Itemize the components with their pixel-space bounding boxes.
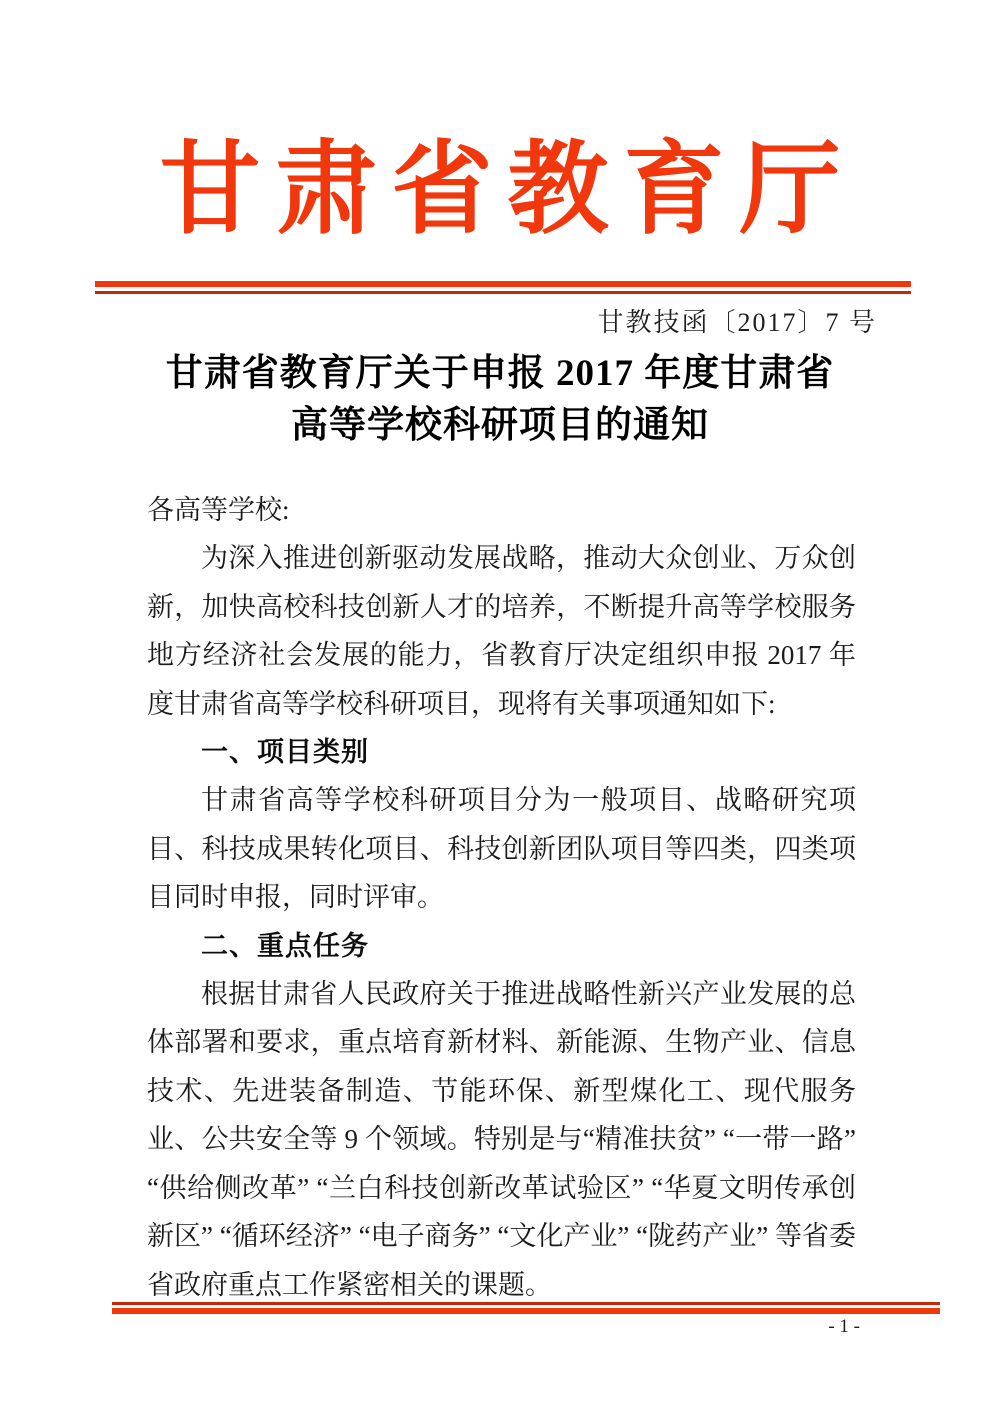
- letterhead-title: 甘肃省教育厅: [159, 134, 856, 246]
- section1-heading: 一、项目类别: [201, 737, 369, 768]
- document-title: [100, 348, 900, 452]
- footer-double-rule: [112, 1302, 940, 1314]
- section2-paragraph: 根据甘肃省人民政府关于推进战略性新兴产业发展的总体部署和要求，重点培育新材料、新能源、生物产业、信息技术、先进装备制造、节能环保、新型煤化工、现代服务业、公共安全等 9 个领域。特别是与“精准扶贫” “一带一路” “供给侧改革” “兰白科技创新改革试验区” “华夏文明传承创新区” “循环经济” “电子商务” “文化产业” “陇药产业” 等省委省政府重点工作紧密相关的课题。: [147, 979, 856, 1300]
- footer-rule-thin-line: [112, 1302, 940, 1305]
- salutation: 各高等学校:: [147, 495, 290, 525]
- section1-paragraph: 甘肃省高等学校科研项目分为一般项目、战略研究项目、科技成果转化项目、科技创新团队项目等四类，四类项目同时申报，同时评审。: [147, 785, 856, 913]
- page-number: - 1 -: [828, 1316, 860, 1337]
- document-number: 甘教技函〔2017〕7 号: [597, 308, 877, 337]
- header-rule-thin-line: [95, 291, 911, 294]
- intro-paragraph: 为深入推进创新驱动发展战略，推动大众创业、万众创新，加快高校科技创新人才的培养，不断提升高等学校服务地方经济社会发展的能力，省教育厅决定组织申报 2017 年度甘肃省高等学校科研项目，现将有关事项通知如下:: [147, 543, 856, 719]
- section2-heading: 二、重点任务: [201, 930, 369, 961]
- document-title-line2: 高等学校科研项目的通知: [291, 405, 709, 446]
- footer-rule-thick-line: [112, 1308, 940, 1314]
- document-body: [147, 486, 856, 1309]
- header-rule-thick-line: [95, 281, 911, 287]
- header-double-rule: [95, 281, 911, 294]
- document-title-line1: 甘肃省教育厅关于申报 2017 年度甘肃省: [165, 353, 835, 394]
